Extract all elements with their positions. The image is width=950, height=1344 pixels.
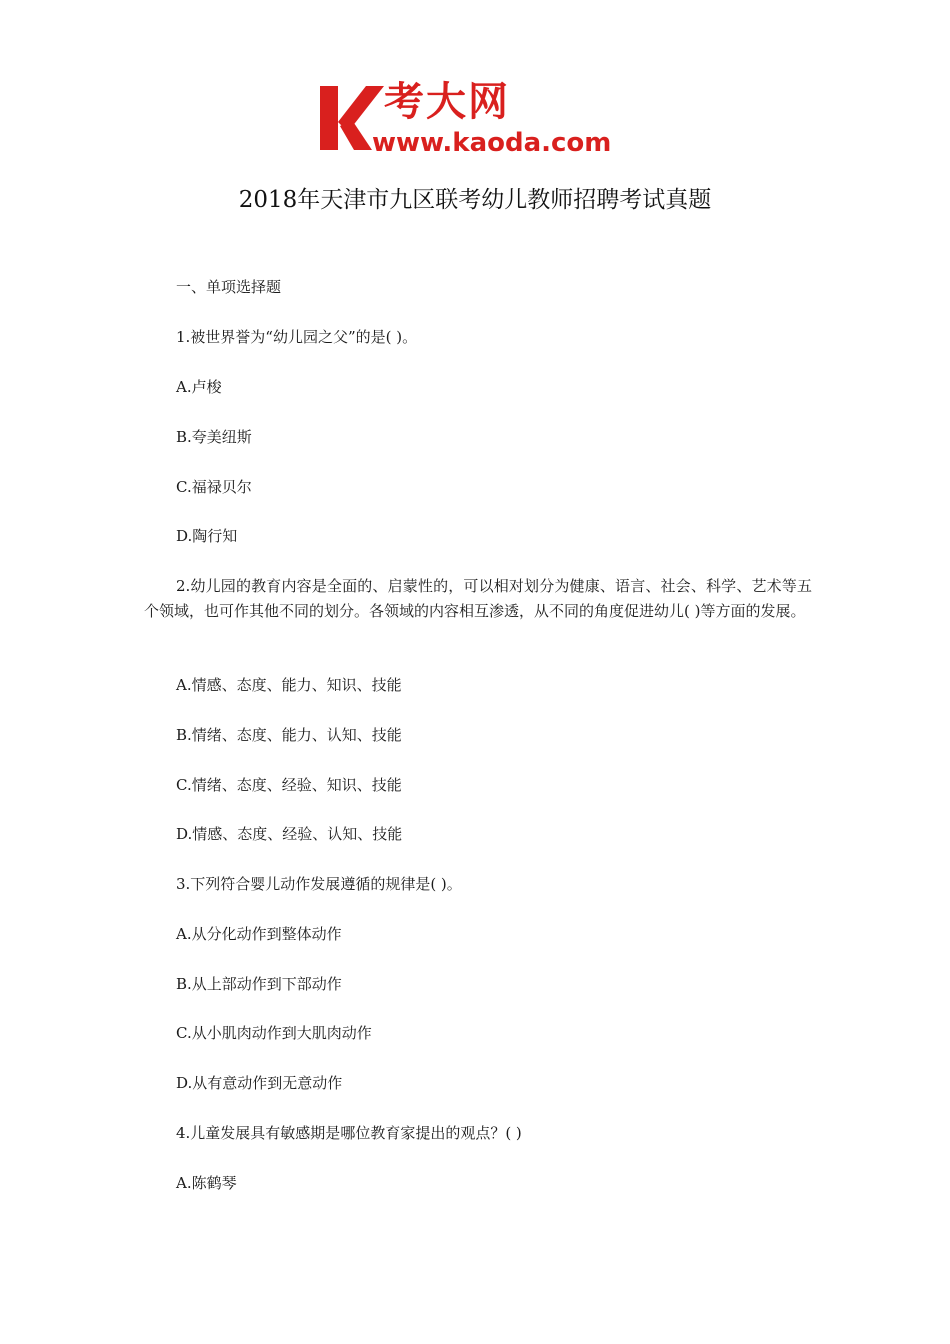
section-heading: 一、单项选择题 bbox=[176, 278, 282, 296]
question-1-option-d: D.陶行知 bbox=[176, 527, 238, 545]
question-3-option-a: A.从分化动作到整体动作 bbox=[176, 925, 342, 943]
question-3-option-c: C.从小肌肉动作到大肌肉动作 bbox=[176, 1024, 372, 1042]
question-3-option-d: D.从有意动作到无意动作 bbox=[176, 1074, 343, 1092]
question-1-option-c: C.福禄贝尔 bbox=[176, 478, 252, 496]
page-title: 2018年天津市九区联考幼儿教师招聘考试真题 bbox=[238, 187, 712, 213]
question-3-stem: 3.下列符合婴儿动作发展遵循的规律是( )。 bbox=[176, 875, 462, 893]
logo-brand-name: 考大网 bbox=[384, 79, 510, 125]
question-2-option-c: C.情绪、态度、经验、知识、技能 bbox=[176, 776, 402, 794]
question-1-option-b: B.夸美纽斯 bbox=[176, 428, 252, 446]
question-2-option-d: D.情感、态度、经验、认知、技能 bbox=[176, 825, 403, 843]
question-3-option-b: B.从上部动作到下部动作 bbox=[176, 975, 342, 993]
question-1-stem: 1.被世界誉为“幼儿园之父”的是( )。 bbox=[176, 328, 418, 346]
kaoda-logo bbox=[318, 78, 638, 158]
question-2-option-b: B.情绪、态度、能力、认知、技能 bbox=[176, 726, 402, 744]
question-4-option-a: A.陈鹤琴 bbox=[176, 1174, 237, 1192]
question-1-option-a: A.卢梭 bbox=[176, 378, 222, 396]
question-4-stem: 4.儿童发展具有敏感期是哪位教育家提出的观点？( ) bbox=[176, 1124, 522, 1142]
question-2-stem: 2.幼儿园的教育内容是全面的、启蒙性的，可以相对划分为健康、语言、社会、科学、艺术等五个领域，也可作其他不同的划分。各领域的内容相互渗透，从不同的角度促进幼儿( )等方面的发展。 bbox=[144, 577, 812, 620]
logo-url: www.kaoda.com bbox=[372, 128, 612, 158]
question-2-option-a: A.情感、态度、能力、知识、技能 bbox=[176, 676, 402, 694]
